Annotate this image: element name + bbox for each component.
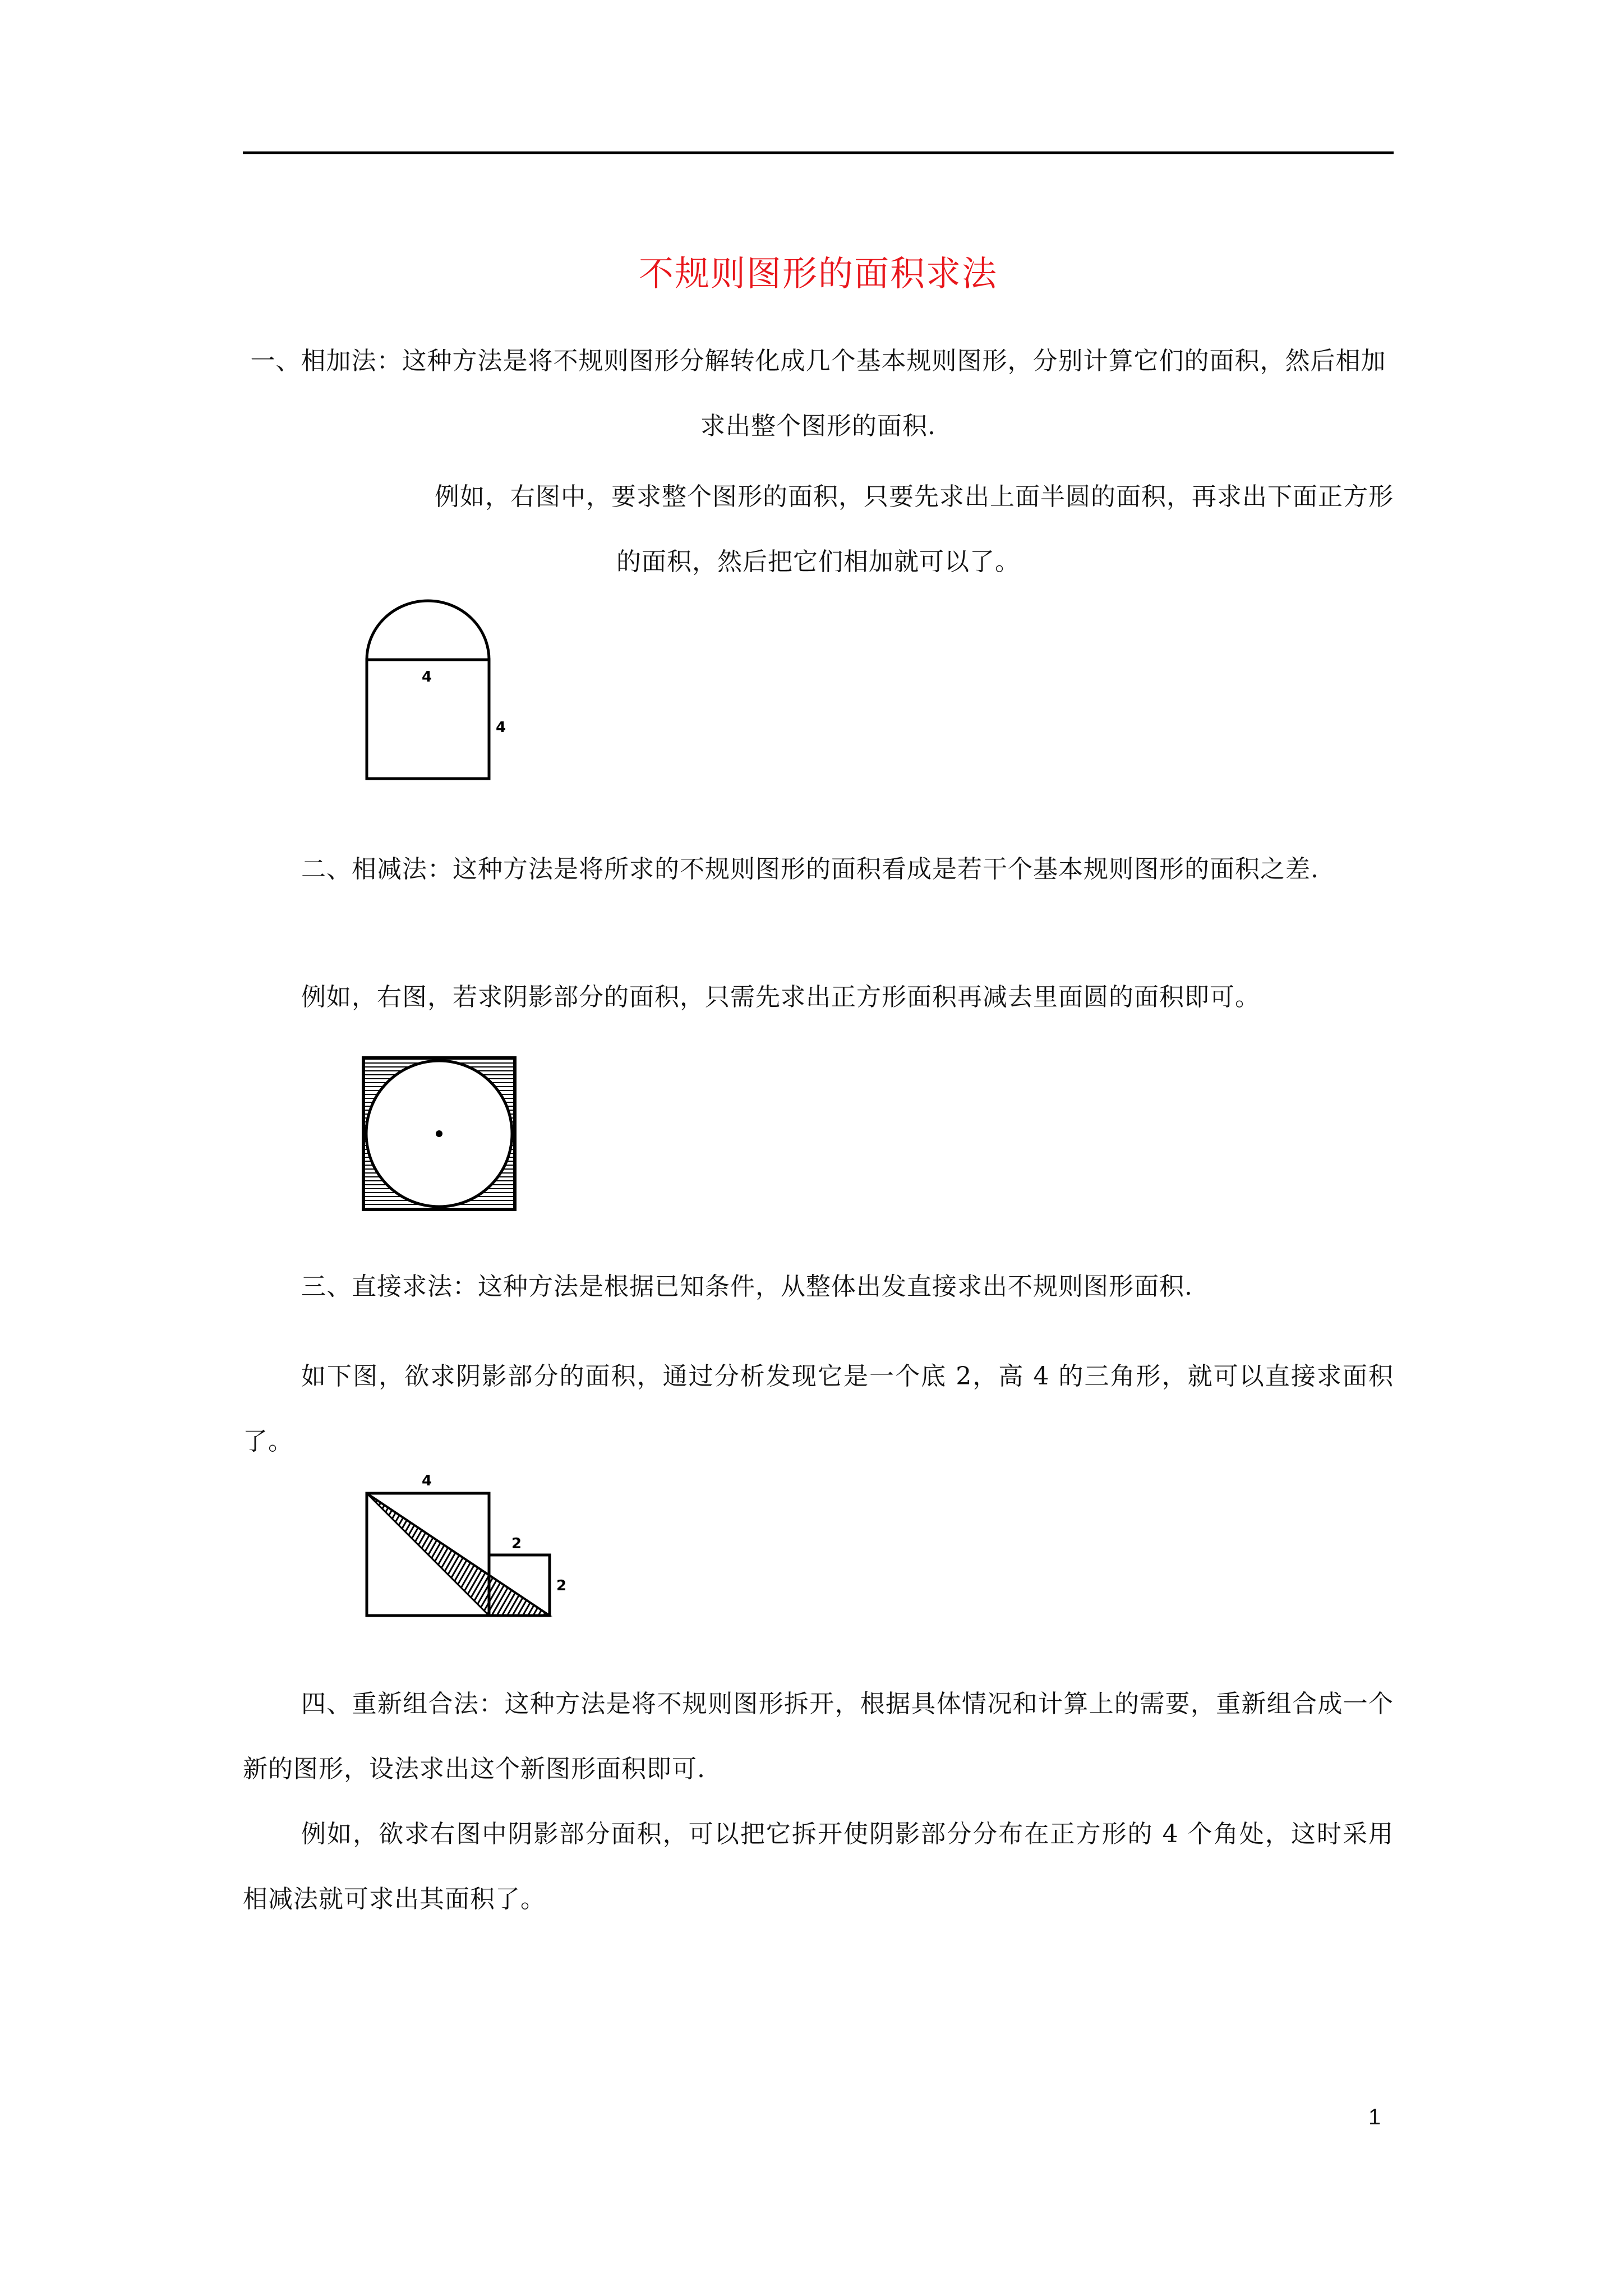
section-4-example: 例如，欲求右图中阴影部分面积，可以把它拆开使阴影部分分布在正方形的 4 个角处，这时采用相减法就可求出其面积了。 bbox=[243, 1820, 1394, 1913]
figure-label-side: 4 bbox=[496, 719, 506, 736]
square-circle-figure bbox=[359, 1053, 522, 1216]
section-3-example: 如下图，欲求阴影部分的面积，通过分析发现它是一个底 2，高 4 的三角形，就可以直接求面积了。 bbox=[243, 1362, 1394, 1456]
two-squares-triangle-figure bbox=[359, 1464, 583, 1627]
section-1-heading: 一、相加法：这种方法是将不规则图形分解转化成几个基本规则图形，分别计算它们的面积，然后相加求出整个图形的面积. bbox=[250, 347, 1386, 440]
section-1-example-line1: 例如，右图中，要求整个图形的面积，只要先求出上面半圆的面积，再求出下面正方形 bbox=[435, 482, 1394, 511]
circle-center-dot bbox=[436, 1130, 442, 1137]
figure-label-large-top: 4 bbox=[422, 1473, 432, 1489]
section-2-heading: 二、相减法：这种方法是将所求的不规则图形的面积看成是若干个基本规则图形的面积之差. bbox=[301, 855, 1319, 884]
section-2-example: 例如，右图，若求阴影部分的面积，只需先求出正方形面积再减去里面圆的面积即可。 bbox=[301, 983, 1260, 1011]
section-1-example bbox=[243, 464, 1394, 595]
figure-label-small-top: 2 bbox=[511, 1535, 522, 1552]
section-3-heading: 三、直接求法：这种方法是根据已知条件，从整体出发直接求出不规则图形面积. bbox=[301, 1272, 1193, 1301]
section-1-example-line2: 的面积，然后把它们相加就可以了。 bbox=[616, 547, 1020, 576]
page-number: 1 bbox=[1368, 2105, 1381, 2129]
semicircle-square-figure bbox=[359, 595, 505, 785]
semicircle-arc bbox=[367, 601, 489, 660]
figure-label-small-side: 2 bbox=[556, 1577, 567, 1594]
page-title: 不规则图形的面积求法 bbox=[638, 253, 998, 294]
figure-label-top: 4 bbox=[422, 669, 432, 685]
header-rule bbox=[243, 151, 1394, 154]
section-4-heading: 四、重新组合法：这种方法是将不规则图形拆开，根据具体情况和计算上的需要，重新组合成一个新的图形，设法求出这个新图形面积即可. bbox=[243, 1690, 1394, 1783]
